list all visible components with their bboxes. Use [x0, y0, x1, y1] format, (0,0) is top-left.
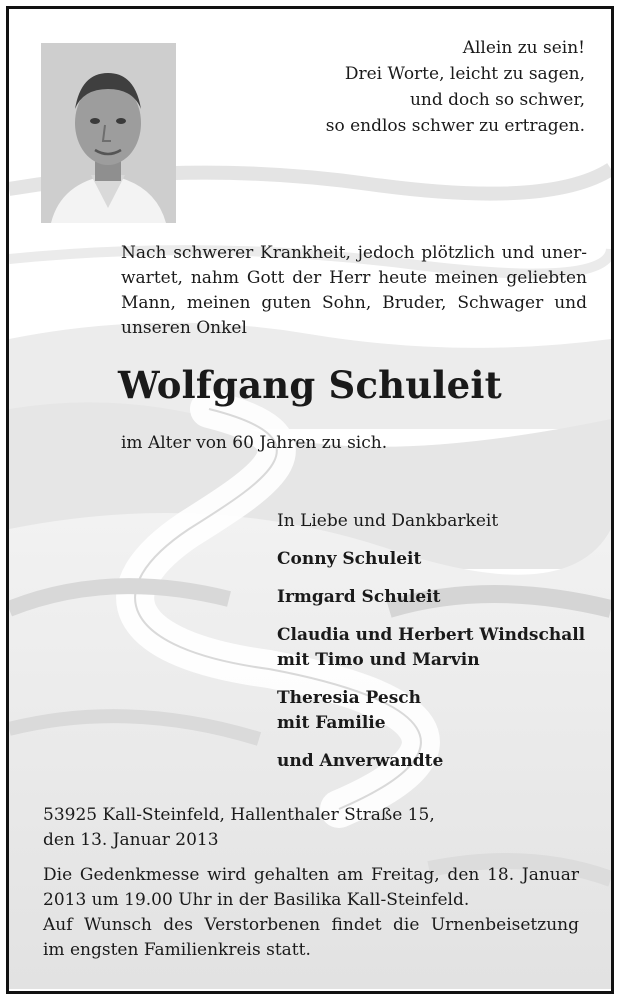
- mourner-entry: [277, 749, 597, 774]
- obituary-card: [6, 6, 614, 994]
- intro-line: unseren Onkel: [121, 318, 247, 338]
- deceased-name: Wolfgang Schuleit: [118, 363, 502, 407]
- intro-line: Nach schwerer Krankheit, jedoch plötzlich und uner-: [121, 243, 587, 263]
- mourners-lead: In Liebe und Dankbarkeit: [277, 511, 499, 531]
- mourner-entry: [277, 547, 597, 572]
- intro-line: wartet, nahm Gott der Herr heute meinen geliebten: [121, 268, 587, 288]
- mourners-list: [277, 509, 597, 774]
- mourner-line: Irmgard Schuleit: [277, 587, 441, 607]
- poem-line: Allein zu sein!: [462, 38, 585, 58]
- portrait-image: [41, 43, 176, 223]
- address-block: [43, 803, 435, 853]
- mourner-line: und Anverwandte: [277, 751, 444, 771]
- poem-line: so endlos schwer zu ertragen.: [325, 116, 585, 136]
- poem-verse: [255, 35, 585, 139]
- notice-line: Die Gedenkmesse wird gehalten am Freitag, den 18. Januar: [43, 865, 579, 885]
- mourner-line: mit Familie: [277, 713, 386, 733]
- mourner-entry: [277, 623, 597, 673]
- notice-line: im engsten Familienkreis statt.: [43, 940, 311, 960]
- notice-line: Auf Wunsch des Verstorbenen findet die Urnenbeisetzung: [43, 915, 579, 935]
- portrait-photo: [41, 43, 176, 223]
- age-line: im Alter von 60 Jahren zu sich.: [121, 433, 388, 453]
- poem-line: und doch so schwer,: [409, 90, 585, 110]
- date-line: den 13. Januar 2013: [43, 830, 219, 850]
- mourner-line: Claudia und Herbert Windschall: [277, 625, 586, 645]
- notice-line: 2013 um 19.00 Uhr in der Basilika Kall-Steinfeld.: [43, 890, 470, 910]
- mourner-entry: [277, 686, 597, 736]
- mourner-line: mit Timo und Marvin: [277, 650, 480, 670]
- mourner-entry: [277, 585, 597, 610]
- address-line: 53925 Kall-Steinfeld, Hallenthaler Straße 15,: [43, 805, 435, 825]
- memorial-notice: [43, 863, 579, 963]
- poem-line: Drei Worte, leicht zu sagen,: [344, 64, 585, 84]
- mourner-line: Conny Schuleit: [277, 549, 422, 569]
- mourner-line: Theresia Pesch: [277, 688, 421, 708]
- intro-line: Mann, meinen guten Sohn, Bruder, Schwager und: [121, 293, 587, 313]
- intro-paragraph: [121, 241, 587, 341]
